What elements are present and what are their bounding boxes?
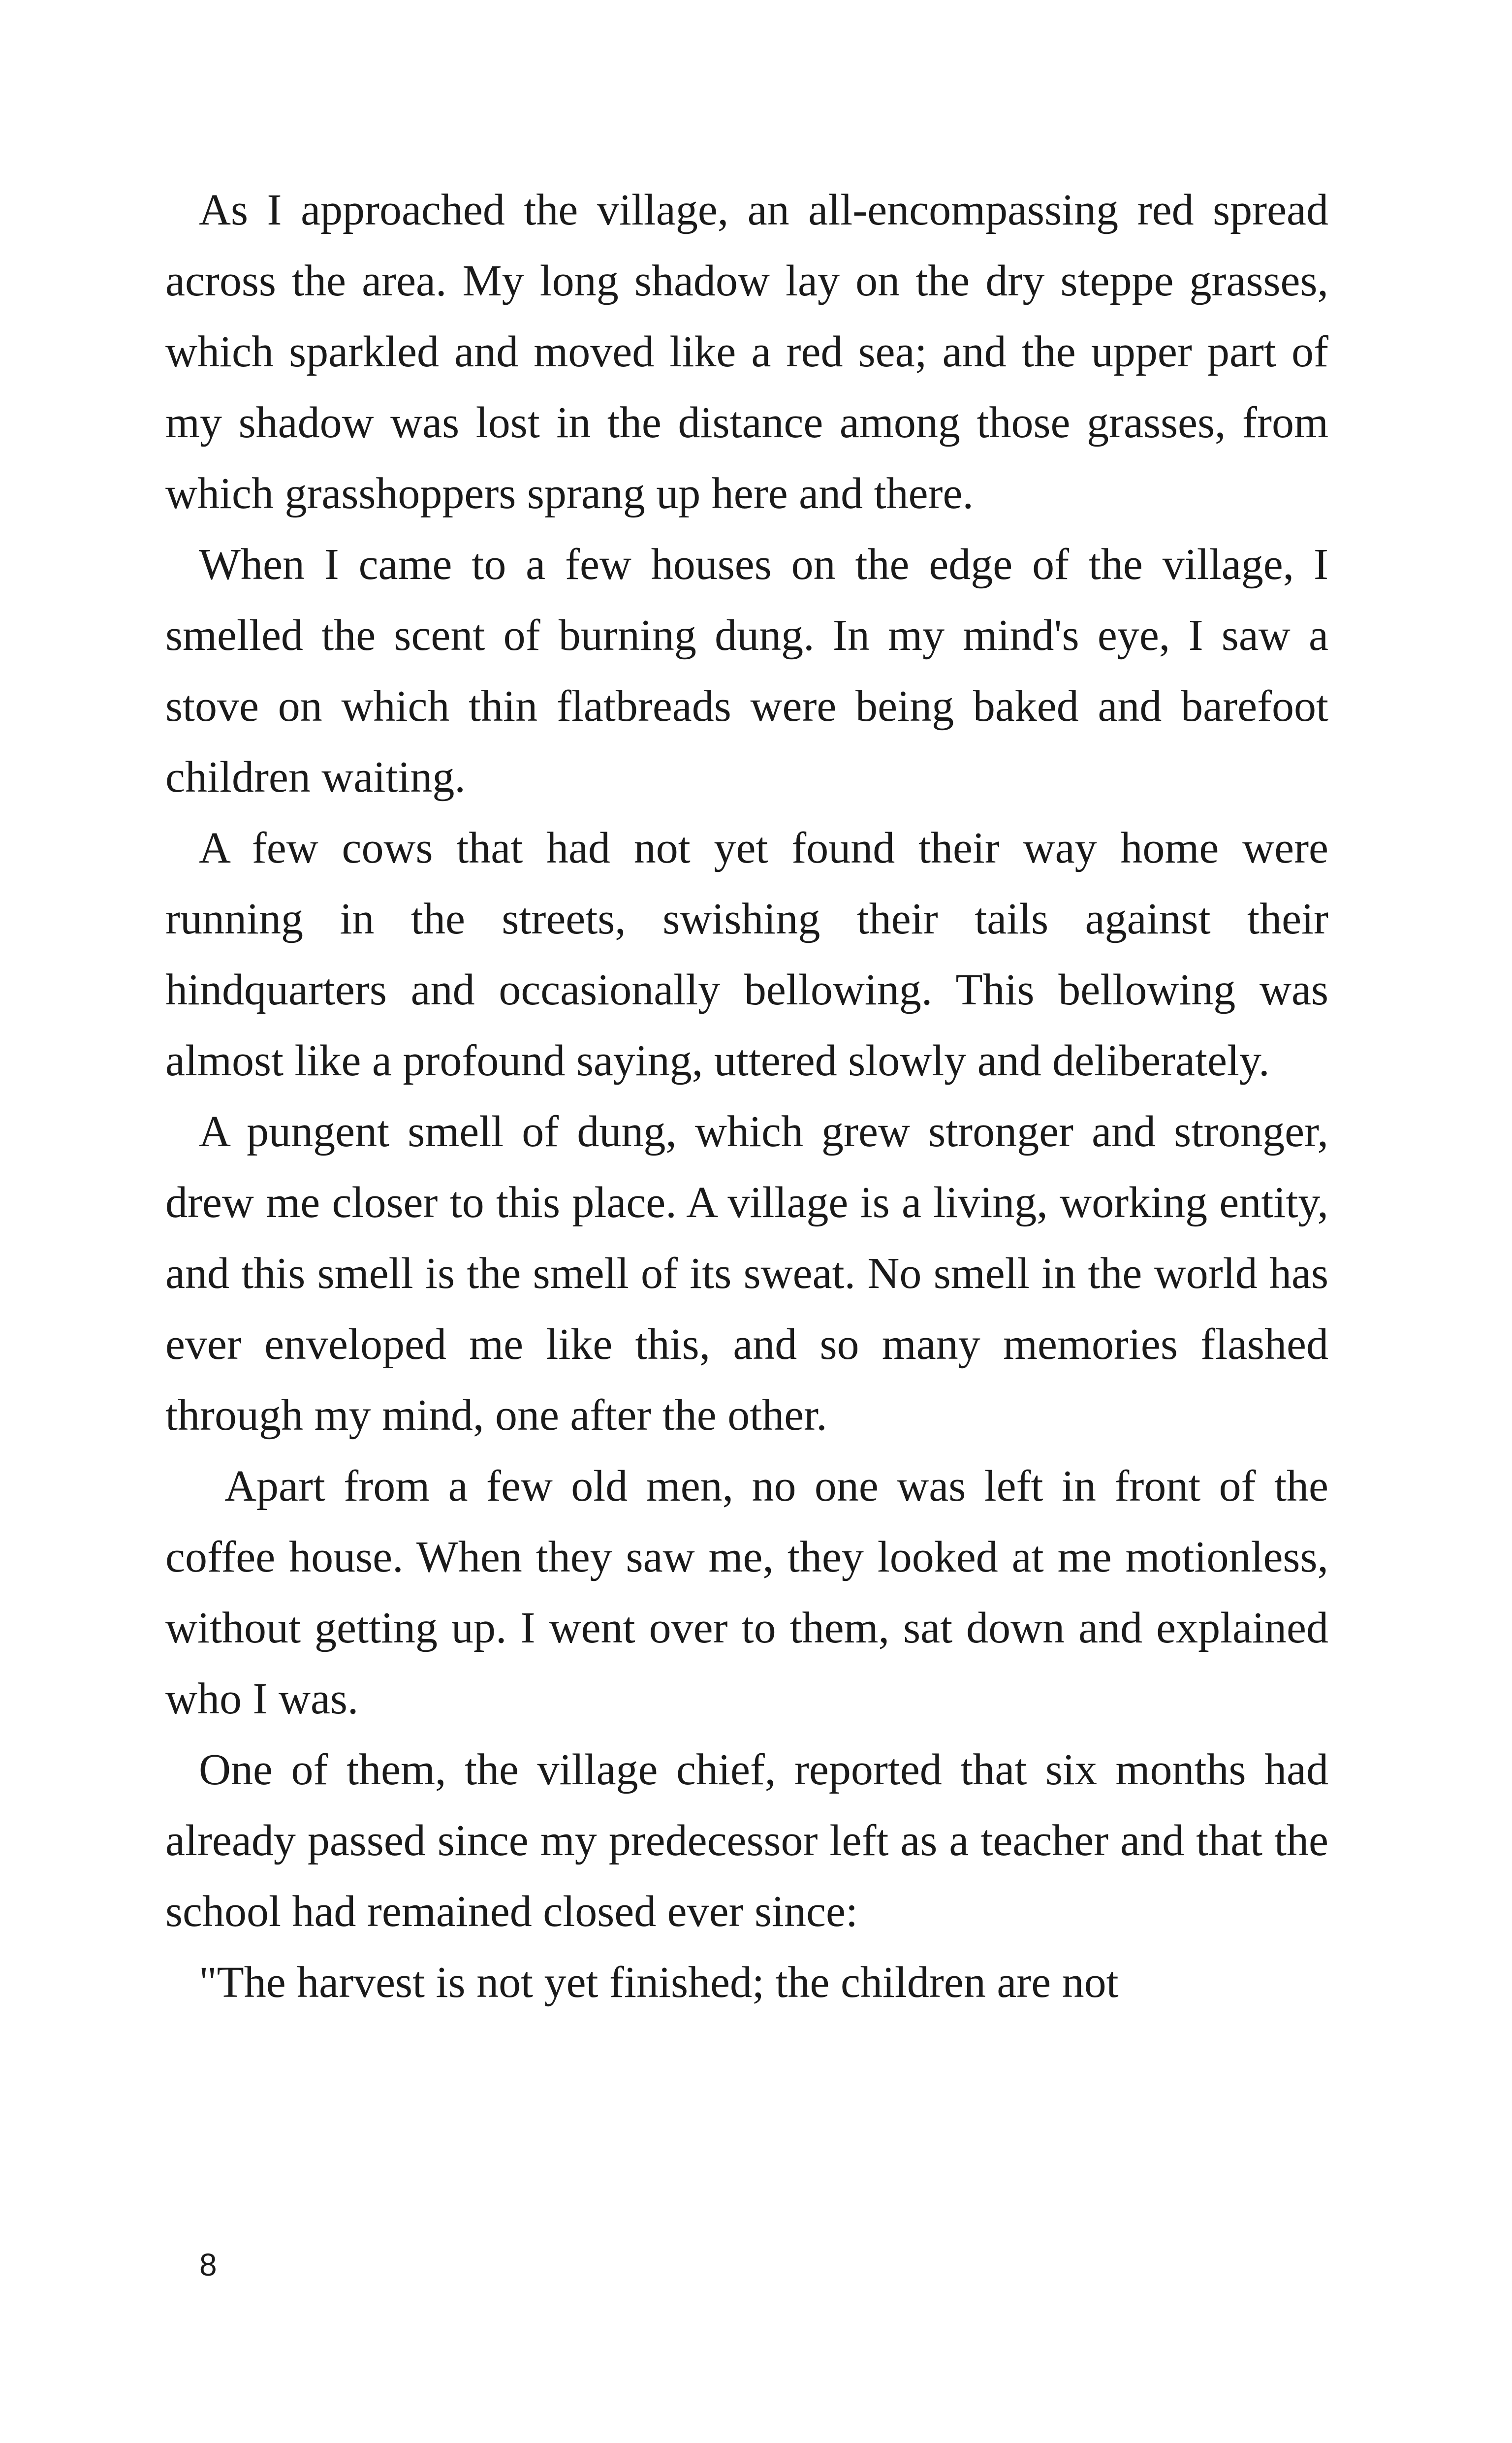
- paragraph-harvest-quote: "The harvest is not yet finished; the children are not: [199, 1958, 1119, 2007]
- paragraph-pungent-smell: A pungent smell of dung, which grew stronger and stronger, drew me closer to this place. A village is a living, working entity, and this smell is the smell of its sweat. No smell in the world has ever enveloped me like this, and so many memories flashed through my mind, one after the other.: [165, 1107, 1328, 1440]
- paragraph-village-chief: One of them, the village chief, reported that six months had already passed since my predecessor left as a teacher and that the school had remained closed ever since:: [165, 1745, 1328, 1936]
- paragraph-coffee-house: Apart from a few old men, no one was left in front of the coffee house. When they saw me, they looked at me motionless, without getting up. I went over to them, sat down and explained who I was.: [165, 1462, 1328, 1723]
- body-text: [165, 175, 1328, 2018]
- page-number: 8: [199, 2247, 217, 2282]
- paragraph-approaching-village: As I approached the village, an all-encompassing red spread across the area. My long shadow lay on the dry steppe grasses, which sparkled and moved like a red sea; and the upper part of my shadow was lost in the distance among those grasses, from which grasshoppers sprang up here and there.: [165, 186, 1328, 518]
- paragraph-cows-bellowing: A few cows that had not yet found their way home were running in the streets, swishing their tails against their hindquarters and occasionally bellowing. This bellowing was almost like a profound saying, uttered slowly and deliberately.: [165, 824, 1328, 1085]
- paragraph-burning-dung: When I came to a few houses on the edge of the village, I smelled the scent of burning dung. In my mind's eye, I saw a stove on which thin flatbreads were being baked and barefoot children waiting.: [165, 540, 1328, 802]
